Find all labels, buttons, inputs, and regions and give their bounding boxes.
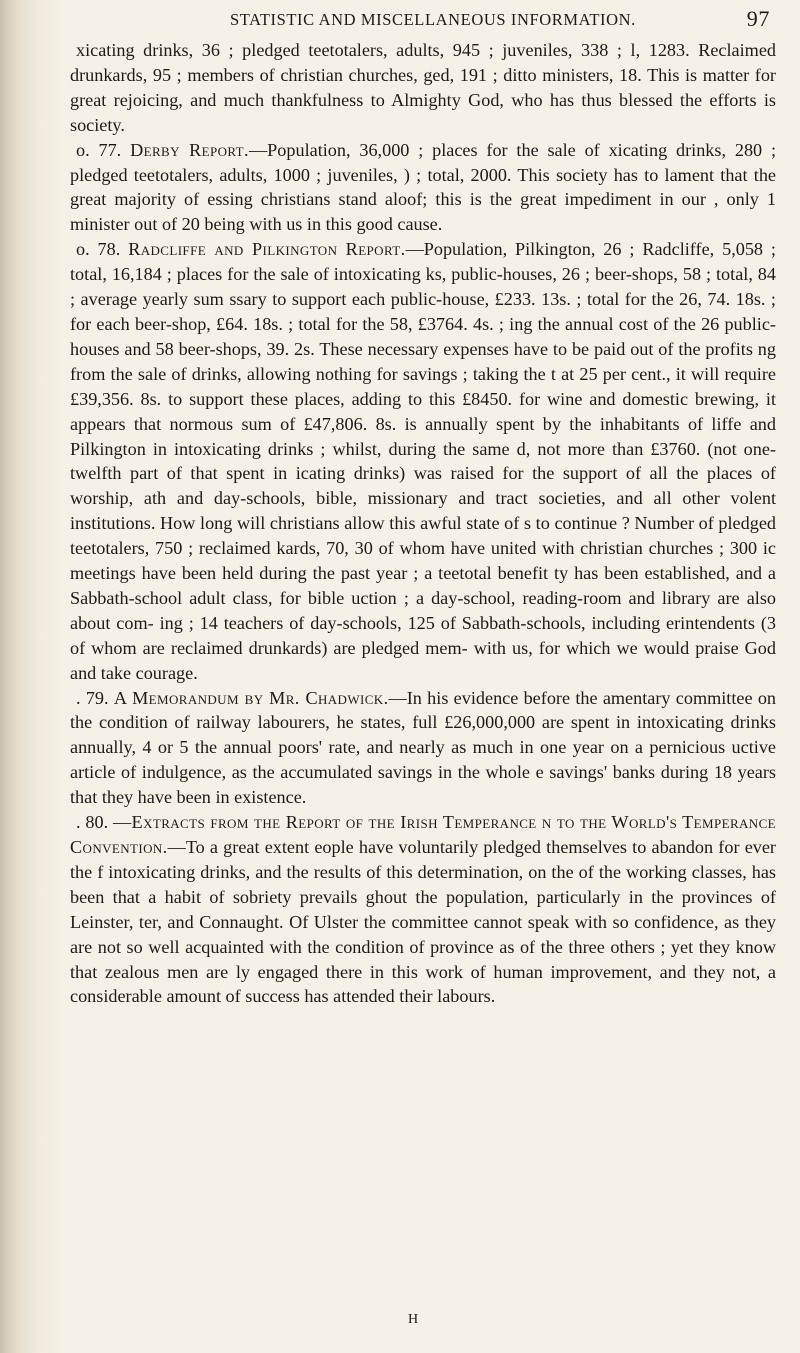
- paragraph-lead: o. 77.: [76, 139, 122, 160]
- body-text: [70, 38, 776, 1009]
- paragraph-text: —To a great extent eople have voluntarily pledged themselves to abandon for ever the f intoxicating drinks, and the results of this determination, on the of the working classes, has been that a habit of sobriety prevails ghout the population, particularly in the provinces of Leinster, ter, and Connaught. Of Ulster the committee cannot speak with so confidence, as they are not so well acquainted with the condition of province as of the three others ; yet they know that zealous men are ly engaged there in this work of human improvement, and they not, a considerable amount of success has attended their labours.: [70, 837, 776, 1007]
- signature-mark: H: [408, 1312, 419, 1327]
- paragraph-text: —Population, 36,000 ; places for the sale of xicating drinks, 280 ; pledged teetotalers, adults, 1000 ; juveniles, ) ; total, 2000. This society has to lament that the great majority of essing christians stand aloof; this is the great impediment in our , only 1 minister out of 20 being with us in this good cause.: [70, 139, 777, 235]
- section-heading-derby: Derby Report.: [130, 139, 249, 160]
- paragraph-text: —Population, Pilkington, 26 ; Radcliffe, 5,058 ; total, 16,184 ; places for the sale of intoxicating ks, public-houses, 26 ; beer-shops, 58 ; total, 84 ; average yearly sum ssary to support each public-house, £233. 13s. ; total for the 26, 74. 18s. ; for each beer-shop, £64. 18s. ; total for the 58, £3764. 4s. ; ing the annual cost of the 26 public-houses and 58 beer-shops, 39. 2s. These necessary expenses have to be paid out of the profits ng from the sale of drinks, allowing nothing for savings ; taking the t at 25 per cent., it will require £39,356. 8s. to support these places, adding to this £8450. for wine and domestic brewing, it appears that normous sum of £47,806. 8s. is annually spent by the inhabitants of liffe and Pilkington in intoxicating drinks ; whilst, during the same d, not more than £3760. (not one-twelfth part of that spent in icating drinks) was raised for the support of all the places of worship, ath and day-schools, bible, missionary and tract societies, and all other volent institutions. How long will christians allow this awful state of s to continue ? Number of pledged teetotalers, 750 ; reclaimed kards, 70, 30 of whom have united with christian churches ; 300 ic meetings have been held during the past year ; a teetotal benefit ty has been established, and a Sabbath-school adult class, for bible uction ; a day-school, reading-room and library are also about com- ing ; 14 teachers of day-schools, 125 of Sabbath-schools, including erintendents (3 of whom are reclaimed drunkards) are pledged mem- with us, for which we would praise God and take courage.: [70, 239, 776, 683]
- paragraph-lead: . 79.: [76, 687, 109, 708]
- paragraph-5: [70, 810, 776, 1009]
- paragraph-text: xicating drinks, 36 ; pledged teetotalers, adults, 945 ; juveniles, 338 ; l, 1283. Reclaimed drunkards, 95 ; members of christian churches, ged, 191 ; ditto ministers, 18. This is matter for great rejoicing, and much thankfulness to Almighty God, who has thus blessed the efforts is society.: [70, 40, 776, 135]
- running-title: STATISTIC AND MISCELLANEOUS INFORMATION.: [230, 10, 636, 29]
- paragraph-4: [70, 686, 776, 811]
- section-heading-chadwick: A Memorandum by Mr. Chadwick.: [113, 687, 389, 708]
- paragraph-text: —In his evidence before the amentary committee on the condition of railway labourers, he states, full £26,000,000 are spent in intoxicating drinks annually, 4 or 5 the annual poors' rate, and nearly as much in one year on a pernicious uctive article of indulgence, as the accumulated savings in the whole e savings' banks during 18 years that they have been in existence.: [70, 687, 777, 808]
- paragraph-1: [70, 38, 776, 138]
- paragraph-3: [70, 237, 776, 685]
- section-heading-irish: —Extracts from the Report of the Irish Temperance n to the World's Temperance Convention.: [70, 812, 777, 857]
- page-number: 97: [746, 6, 770, 31]
- section-heading-radcliffe: Radcliffe and Pilkington Report.: [128, 239, 406, 260]
- page-header: [62, 6, 776, 32]
- binding-gutter: [0, 0, 62, 1353]
- paragraph-lead: o. 78.: [76, 239, 121, 260]
- paragraph-lead: . 80.: [76, 812, 109, 833]
- paragraph-2: [70, 138, 776, 238]
